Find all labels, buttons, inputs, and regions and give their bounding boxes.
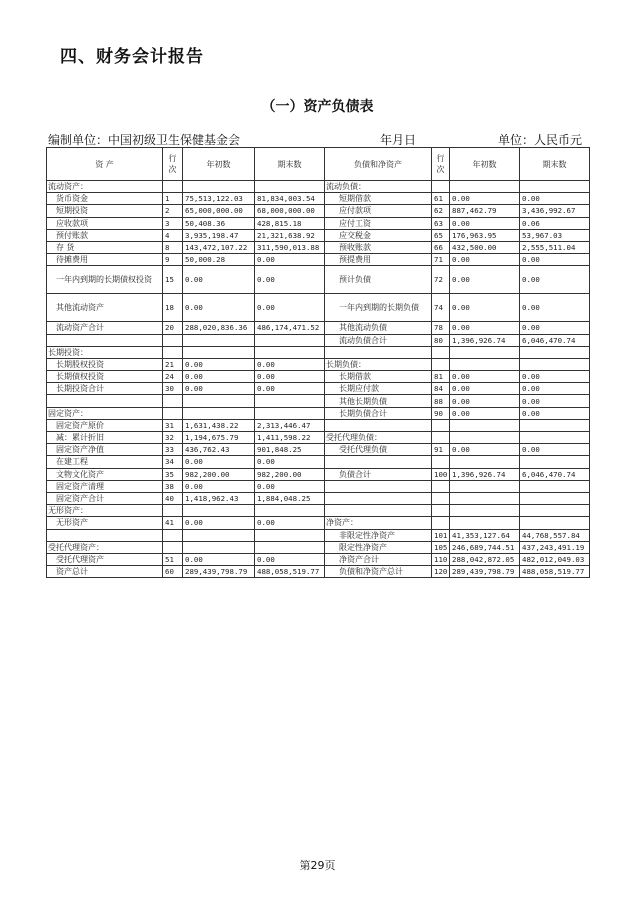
asset-begin-value bbox=[183, 346, 255, 358]
table-row bbox=[47, 334, 590, 346]
table-row bbox=[47, 241, 590, 253]
liability-label bbox=[325, 492, 432, 504]
liability-label: 应交税金 bbox=[325, 229, 432, 241]
liability-label: 净资产合计 bbox=[325, 553, 432, 565]
asset-end-value: 0.00 bbox=[255, 294, 325, 322]
asset-end-value: 21,321,638.92 bbox=[255, 229, 325, 241]
table-header-row bbox=[47, 148, 590, 181]
asset-line: 2 bbox=[163, 205, 183, 217]
asset-line bbox=[163, 346, 183, 358]
asset-begin-value: 0.00 bbox=[183, 480, 255, 492]
liability-line bbox=[432, 505, 450, 517]
asset-begin-value: 0.00 bbox=[183, 517, 255, 529]
asset-line: 30 bbox=[163, 383, 183, 395]
table-row bbox=[47, 456, 590, 468]
asset-begin-value: 436,762.43 bbox=[183, 444, 255, 456]
liability-begin-value: 0.00 bbox=[450, 294, 520, 322]
asset-label: 固定资产原价 bbox=[47, 419, 163, 431]
liability-end-value: 482,012,049.03 bbox=[520, 553, 590, 565]
table-row bbox=[47, 419, 590, 431]
liability-line: 80 bbox=[432, 334, 450, 346]
table-row bbox=[47, 566, 590, 578]
asset-label: 受托代理资产： bbox=[47, 541, 163, 553]
asset-line: 35 bbox=[163, 468, 183, 480]
liability-begin-value: 0.00 bbox=[450, 266, 520, 294]
asset-line: 3 bbox=[163, 217, 183, 229]
asset-line: 18 bbox=[163, 294, 183, 322]
header-begin-2: 年初数 bbox=[450, 148, 520, 181]
liability-label: 净资产： bbox=[325, 517, 432, 529]
asset-line: 8 bbox=[163, 241, 183, 253]
asset-end-value bbox=[255, 529, 325, 541]
table-row bbox=[47, 205, 590, 217]
table-row bbox=[47, 529, 590, 541]
asset-label: 流动资产合计 bbox=[47, 322, 163, 334]
liability-label: 预计负债 bbox=[325, 266, 432, 294]
asset-begin-value bbox=[183, 395, 255, 407]
table-row bbox=[47, 254, 590, 266]
currency-label: 单位：人民币元 bbox=[498, 133, 583, 147]
liability-end-value: 0.00 bbox=[520, 383, 590, 395]
asset-begin-value bbox=[183, 529, 255, 541]
asset-line: 41 bbox=[163, 517, 183, 529]
table-row bbox=[47, 294, 590, 322]
liability-end-value bbox=[520, 346, 590, 358]
asset-begin-value: 1,631,438.22 bbox=[183, 419, 255, 431]
liability-line bbox=[432, 456, 450, 468]
asset-end-value: 1,411,598.22 bbox=[255, 432, 325, 444]
liability-label: 限定性净资产 bbox=[325, 541, 432, 553]
table-row bbox=[47, 229, 590, 241]
asset-label: 固定资产： bbox=[47, 407, 163, 419]
liability-end-value bbox=[520, 492, 590, 504]
liability-line: 90 bbox=[432, 407, 450, 419]
asset-label: 资产总计 bbox=[47, 566, 163, 578]
asset-line bbox=[163, 334, 183, 346]
asset-begin-value: 982,200.00 bbox=[183, 468, 255, 480]
table-row bbox=[47, 181, 590, 193]
preparer-label: 编制单位：中国初级卫生保健基金会 bbox=[48, 133, 241, 147]
liability-begin-value bbox=[450, 181, 520, 193]
asset-label: 长期债权投资 bbox=[47, 371, 163, 383]
asset-begin-value: 50,000.28 bbox=[183, 254, 255, 266]
liability-label: 预收账款 bbox=[325, 241, 432, 253]
page-number: 第29页 bbox=[299, 859, 336, 872]
table-row bbox=[47, 383, 590, 395]
asset-label: 无形资产 bbox=[47, 517, 163, 529]
liability-end-value: 437,243,491.19 bbox=[520, 541, 590, 553]
asset-begin-value: 65,000,000.00 bbox=[183, 205, 255, 217]
table-row bbox=[47, 322, 590, 334]
asset-begin-value: 0.00 bbox=[183, 294, 255, 322]
liability-line: 74 bbox=[432, 294, 450, 322]
table-row bbox=[47, 517, 590, 529]
asset-line: 34 bbox=[163, 456, 183, 468]
liability-end-value bbox=[520, 419, 590, 431]
table-row bbox=[47, 407, 590, 419]
table-row bbox=[47, 468, 590, 480]
liability-begin-value: 0.00 bbox=[450, 322, 520, 334]
liability-begin-value bbox=[450, 456, 520, 468]
liability-line: 91 bbox=[432, 444, 450, 456]
asset-end-value: 901,848.25 bbox=[255, 444, 325, 456]
liability-label: 长期负债： bbox=[325, 358, 432, 370]
liability-label: 受托代理负债： bbox=[325, 432, 432, 444]
date-label: 年月日 bbox=[380, 133, 417, 147]
asset-end-value: 0.00 bbox=[255, 371, 325, 383]
liability-end-value: 488,058,519.77 bbox=[520, 566, 590, 578]
table-title: （一）资产负债表 bbox=[261, 99, 374, 115]
liability-label: 长期负债合计 bbox=[325, 407, 432, 419]
asset-line: 60 bbox=[163, 566, 183, 578]
asset-label: 在建工程 bbox=[47, 456, 163, 468]
asset-line bbox=[163, 395, 183, 407]
asset-line: 21 bbox=[163, 358, 183, 370]
table-row bbox=[47, 266, 590, 294]
liability-line: 66 bbox=[432, 241, 450, 253]
asset-begin-value: 1,194,675.79 bbox=[183, 432, 255, 444]
liability-label: 预提费用 bbox=[325, 254, 432, 266]
liability-end-value: 0.06 bbox=[520, 217, 590, 229]
liability-line: 101 bbox=[432, 529, 450, 541]
liability-line bbox=[432, 517, 450, 529]
asset-line: 4 bbox=[163, 229, 183, 241]
asset-begin-value: 0.00 bbox=[183, 358, 255, 370]
asset-line bbox=[163, 505, 183, 517]
header-end-2: 期末数 bbox=[520, 148, 590, 181]
asset-label: 无形资产： bbox=[47, 505, 163, 517]
liability-label bbox=[325, 346, 432, 358]
liability-begin-value: 289,439,798.79 bbox=[450, 566, 520, 578]
asset-begin-value: 0.00 bbox=[183, 383, 255, 395]
header-liability: 负债和净资产 bbox=[325, 148, 432, 181]
liability-line bbox=[432, 181, 450, 193]
liability-line bbox=[432, 419, 450, 431]
liability-end-value: 3,436,992.67 bbox=[520, 205, 590, 217]
table-row bbox=[47, 553, 590, 565]
liability-end-value: 6,046,470.74 bbox=[520, 334, 590, 346]
table-row bbox=[47, 217, 590, 229]
asset-label: 其他流动资产 bbox=[47, 294, 163, 322]
liability-begin-value: 0.00 bbox=[450, 407, 520, 419]
asset-begin-value: 288,020,836.36 bbox=[183, 322, 255, 334]
asset-label bbox=[47, 395, 163, 407]
asset-end-value bbox=[255, 505, 325, 517]
liability-label: 受托代理负债 bbox=[325, 444, 432, 456]
header-asset: 资 产 bbox=[47, 148, 163, 181]
liability-line bbox=[432, 492, 450, 504]
liability-end-value bbox=[520, 480, 590, 492]
liability-line: 88 bbox=[432, 395, 450, 407]
asset-end-value bbox=[255, 395, 325, 407]
liability-end-value: 0.00 bbox=[520, 322, 590, 334]
header-end: 期末数 bbox=[255, 148, 325, 181]
liability-line: 84 bbox=[432, 383, 450, 395]
asset-begin-value bbox=[183, 181, 255, 193]
asset-begin-value: 0.00 bbox=[183, 553, 255, 565]
asset-line: 1 bbox=[163, 193, 183, 205]
asset-label: 应收款项 bbox=[47, 217, 163, 229]
asset-begin-value: 0.00 bbox=[183, 266, 255, 294]
asset-end-value: 311,590,013.88 bbox=[255, 241, 325, 253]
asset-line: 20 bbox=[163, 322, 183, 334]
liability-label bbox=[325, 456, 432, 468]
asset-end-value: 68,000,000.00 bbox=[255, 205, 325, 217]
asset-end-value: 0.00 bbox=[255, 266, 325, 294]
asset-end-value: 428,815.18 bbox=[255, 217, 325, 229]
liability-begin-value bbox=[450, 432, 520, 444]
liability-label: 其他流动负债 bbox=[325, 322, 432, 334]
liability-label: 一年内到期的长期负债 bbox=[325, 294, 432, 322]
liability-begin-value: 1,396,926.74 bbox=[450, 334, 520, 346]
asset-begin-value bbox=[183, 505, 255, 517]
liability-label: 流动负债： bbox=[325, 181, 432, 193]
asset-end-value bbox=[255, 407, 325, 419]
asset-label bbox=[47, 334, 163, 346]
liability-end-value: 0.00 bbox=[520, 254, 590, 266]
liability-begin-value: 41,353,127.64 bbox=[450, 529, 520, 541]
liability-line: 120 bbox=[432, 566, 450, 578]
asset-end-value: 982,200.00 bbox=[255, 468, 325, 480]
liability-begin-value: 0.00 bbox=[450, 254, 520, 266]
asset-line: 15 bbox=[163, 266, 183, 294]
table-row bbox=[47, 492, 590, 504]
liability-end-value bbox=[520, 456, 590, 468]
liability-end-value bbox=[520, 358, 590, 370]
table-row bbox=[47, 444, 590, 456]
asset-begin-value: 1,418,962.43 bbox=[183, 492, 255, 504]
balance-sheet-table bbox=[46, 147, 590, 578]
liability-label: 负债合计 bbox=[325, 468, 432, 480]
liability-begin-value: 176,963.95 bbox=[450, 229, 520, 241]
header-line-2: 行次 bbox=[432, 148, 450, 181]
liability-label: 长期应付款 bbox=[325, 383, 432, 395]
liability-begin-value: 0.00 bbox=[450, 217, 520, 229]
liability-end-value: 0.00 bbox=[520, 371, 590, 383]
liability-label: 流动负债合计 bbox=[325, 334, 432, 346]
liability-begin-value: 0.00 bbox=[450, 395, 520, 407]
asset-line: 31 bbox=[163, 419, 183, 431]
header-begin: 年初数 bbox=[183, 148, 255, 181]
liability-begin-value bbox=[450, 358, 520, 370]
asset-label: 货币资金 bbox=[47, 193, 163, 205]
header-line: 行次 bbox=[163, 148, 183, 181]
liability-end-value: 0.00 bbox=[520, 407, 590, 419]
asset-end-value: 0.00 bbox=[255, 517, 325, 529]
asset-label: 待摊费用 bbox=[47, 254, 163, 266]
liability-line: 110 bbox=[432, 553, 450, 565]
asset-line bbox=[163, 529, 183, 541]
asset-line: 32 bbox=[163, 432, 183, 444]
asset-label: 减：累计折旧 bbox=[47, 432, 163, 444]
asset-label bbox=[47, 529, 163, 541]
asset-line: 33 bbox=[163, 444, 183, 456]
table-row bbox=[47, 395, 590, 407]
asset-begin-value: 289,439,798.79 bbox=[183, 566, 255, 578]
asset-end-value: 2,313,446.47 bbox=[255, 419, 325, 431]
asset-line: 9 bbox=[163, 254, 183, 266]
table-row bbox=[47, 432, 590, 444]
liability-line bbox=[432, 358, 450, 370]
liability-line: 81 bbox=[432, 371, 450, 383]
asset-line: 51 bbox=[163, 553, 183, 565]
asset-begin-value: 75,513,122.03 bbox=[183, 193, 255, 205]
asset-end-value: 0.00 bbox=[255, 254, 325, 266]
liability-end-value: 2,555,511.04 bbox=[520, 241, 590, 253]
liability-line: 100 bbox=[432, 468, 450, 480]
asset-label: 长期股权投资 bbox=[47, 358, 163, 370]
liability-label bbox=[325, 480, 432, 492]
liability-begin-value bbox=[450, 505, 520, 517]
asset-label: 文物文化资产 bbox=[47, 468, 163, 480]
asset-end-value: 488,058,519.77 bbox=[255, 566, 325, 578]
liability-begin-value: 1,396,926.74 bbox=[450, 468, 520, 480]
asset-begin-value: 50,408.36 bbox=[183, 217, 255, 229]
liability-end-value: 0.00 bbox=[520, 395, 590, 407]
liability-begin-value bbox=[450, 492, 520, 504]
liability-end-value: 0.00 bbox=[520, 266, 590, 294]
asset-label: 一年内到期的长期债权投资 bbox=[47, 266, 163, 294]
table-row bbox=[47, 358, 590, 370]
liability-end-value: 0.00 bbox=[520, 444, 590, 456]
asset-begin-value bbox=[183, 541, 255, 553]
liability-label bbox=[325, 505, 432, 517]
table-row bbox=[47, 193, 590, 205]
liability-end-value: 6,046,470.74 bbox=[520, 468, 590, 480]
liability-begin-value bbox=[450, 480, 520, 492]
liability-begin-value: 0.00 bbox=[450, 193, 520, 205]
liability-begin-value: 0.00 bbox=[450, 444, 520, 456]
asset-line bbox=[163, 541, 183, 553]
liability-label: 其他长期负债 bbox=[325, 395, 432, 407]
asset-line: 38 bbox=[163, 480, 183, 492]
liability-label bbox=[325, 419, 432, 431]
liability-label: 长期借款 bbox=[325, 371, 432, 383]
liability-end-value: 0.00 bbox=[520, 193, 590, 205]
asset-end-value: 0.00 bbox=[255, 383, 325, 395]
liability-label: 应付工资 bbox=[325, 217, 432, 229]
liability-end-value bbox=[520, 181, 590, 193]
liability-end-value: 44,768,557.84 bbox=[520, 529, 590, 541]
liability-begin-value bbox=[450, 346, 520, 358]
table-row bbox=[47, 505, 590, 517]
asset-label: 受托代理资产 bbox=[47, 553, 163, 565]
asset-end-value: 0.00 bbox=[255, 358, 325, 370]
asset-end-value bbox=[255, 334, 325, 346]
liability-begin-value: 0.00 bbox=[450, 371, 520, 383]
liability-end-value bbox=[520, 432, 590, 444]
liability-line bbox=[432, 480, 450, 492]
liability-begin-value: 887,462.79 bbox=[450, 205, 520, 217]
section-title: 四、财务会计报告 bbox=[60, 47, 204, 67]
liability-label: 负债和净资产总计 bbox=[325, 566, 432, 578]
asset-begin-value: 143,472,107.22 bbox=[183, 241, 255, 253]
liability-line: 71 bbox=[432, 254, 450, 266]
asset-label: 长期投资合计 bbox=[47, 383, 163, 395]
liability-line: 72 bbox=[432, 266, 450, 294]
liability-line bbox=[432, 346, 450, 358]
table-row bbox=[47, 480, 590, 492]
liability-line: 78 bbox=[432, 322, 450, 334]
liability-end-value: 53,967.03 bbox=[520, 229, 590, 241]
asset-label: 存 货 bbox=[47, 241, 163, 253]
asset-line: 40 bbox=[163, 492, 183, 504]
liability-label: 短期借款 bbox=[325, 193, 432, 205]
asset-end-value: 1,884,048.25 bbox=[255, 492, 325, 504]
asset-line: 24 bbox=[163, 371, 183, 383]
asset-label: 固定资产清理 bbox=[47, 480, 163, 492]
liability-begin-value bbox=[450, 419, 520, 431]
liability-end-value bbox=[520, 505, 590, 517]
liability-line: 61 bbox=[432, 193, 450, 205]
liability-label: 应付款项 bbox=[325, 205, 432, 217]
liability-begin-value: 246,689,744.51 bbox=[450, 541, 520, 553]
liability-begin-value: 432,500.00 bbox=[450, 241, 520, 253]
liability-line: 62 bbox=[432, 205, 450, 217]
asset-label: 长期投资： bbox=[47, 346, 163, 358]
asset-end-value: 0.00 bbox=[255, 456, 325, 468]
asset-begin-value: 0.00 bbox=[183, 371, 255, 383]
liability-label: 非限定性净资产 bbox=[325, 529, 432, 541]
asset-end-value: 81,834,003.54 bbox=[255, 193, 325, 205]
asset-label: 预付账款 bbox=[47, 229, 163, 241]
asset-end-value bbox=[255, 181, 325, 193]
liability-line: 105 bbox=[432, 541, 450, 553]
asset-end-value bbox=[255, 346, 325, 358]
liability-line: 63 bbox=[432, 217, 450, 229]
asset-line bbox=[163, 181, 183, 193]
asset-label: 短期投资 bbox=[47, 205, 163, 217]
asset-label: 流动资产： bbox=[47, 181, 163, 193]
table-row bbox=[47, 346, 590, 358]
asset-end-value: 0.00 bbox=[255, 553, 325, 565]
asset-end-value: 0.00 bbox=[255, 480, 325, 492]
asset-begin-value: 3,935,198.47 bbox=[183, 229, 255, 241]
asset-begin-value bbox=[183, 407, 255, 419]
asset-line bbox=[163, 407, 183, 419]
liability-line: 65 bbox=[432, 229, 450, 241]
table-row bbox=[47, 371, 590, 383]
table-body bbox=[47, 181, 590, 578]
liability-begin-value: 0.00 bbox=[450, 383, 520, 395]
liability-line bbox=[432, 432, 450, 444]
asset-end-value bbox=[255, 541, 325, 553]
asset-begin-value: 0.00 bbox=[183, 456, 255, 468]
liability-end-value bbox=[520, 517, 590, 529]
asset-begin-value bbox=[183, 334, 255, 346]
liability-end-value: 0.00 bbox=[520, 294, 590, 322]
liability-begin-value: 288,042,872.05 bbox=[450, 553, 520, 565]
asset-label: 固定资产合计 bbox=[47, 492, 163, 504]
table-row bbox=[47, 541, 590, 553]
asset-label: 固定资产净值 bbox=[47, 444, 163, 456]
liability-begin-value bbox=[450, 517, 520, 529]
asset-end-value: 486,174,471.52 bbox=[255, 322, 325, 334]
